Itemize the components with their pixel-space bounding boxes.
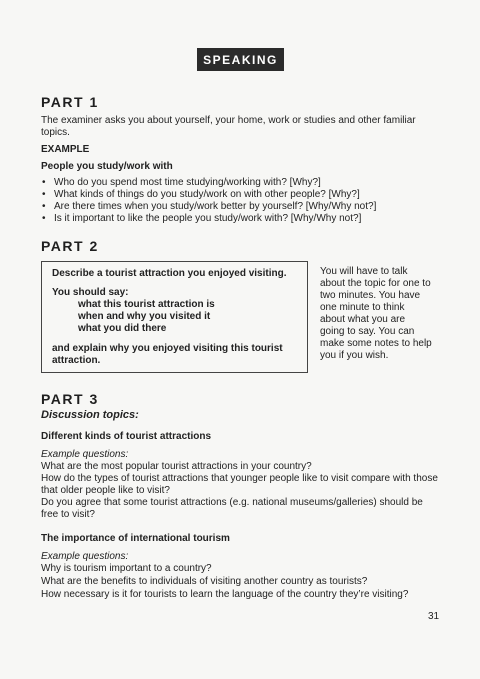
part3-question: Do you agree that some tourist attractions (e.g. national museums/galleries) should be free to visit? [41,497,423,520]
part1-heading: PART 1 [41,94,99,110]
part2-side-note: You will have to talk about the topic for one to two minutes. You have one minute to think about what you are going to say. You can make some notes to help you if you wish. [320,266,432,361]
part3-section-title: Different kinds of tourist attractions [41,431,212,442]
part3-example-label: Example questions: [41,449,129,460]
part3-question: What are the most popular tourist attractions in your country? [41,461,312,472]
part3-example-label: Example questions: [41,551,129,562]
cue-card-explain: and explain why you enjoyed visiting this tourist attraction. [52,343,283,366]
part1-question: • What kinds of things do you study/work on with other people? [Why?] [41,189,441,201]
part1-intro: The examiner asks you about yourself, your home, work or studies and other familiar topics. [41,115,416,138]
cue-card-title: Describe a tourist attraction you enjoyed visiting. [52,268,287,279]
part2-heading: PART 2 [41,238,99,254]
cue-card-should-say: You should say: [52,287,129,298]
part3-subheading: Discussion topics: [41,409,139,421]
cue-card-point: what you did there [78,323,167,334]
part1-question: • Are there times when you study/work better by yourself? [Why/Why not?] [41,201,441,213]
cue-card-point: when and why you visited it [78,311,211,322]
speaking-banner: SPEAKING [197,48,284,71]
part1-question: • Who do you spend most time studying/working with? [Why?] [41,177,441,189]
part1-question: • Is it important to like the people you study/work with? [Why/Why not?] [41,213,441,225]
part3-heading: PART 3 [41,391,99,407]
cue-card [41,261,308,373]
part3-question: Why is tourism important to a country? [41,563,212,574]
part1-topic: People you study/work with [41,161,173,172]
part3-question: What are the benefits to individuals of visiting another country as tourists? [41,576,368,587]
part3-question: How do the types of tourist attractions that younger people like to visit compare with those that older people like to visit? [41,473,438,496]
part1-question-list [41,177,441,225]
part1-example-label: EXAMPLE [41,144,90,155]
part3-question: How necessary is it for tourists to learn the language of the country they’re visiting? [41,589,409,600]
part3-section-title: The importance of international tourism [41,533,230,544]
page-number: 31 [428,611,440,622]
cue-card-point: what this tourist attraction is [78,299,215,310]
